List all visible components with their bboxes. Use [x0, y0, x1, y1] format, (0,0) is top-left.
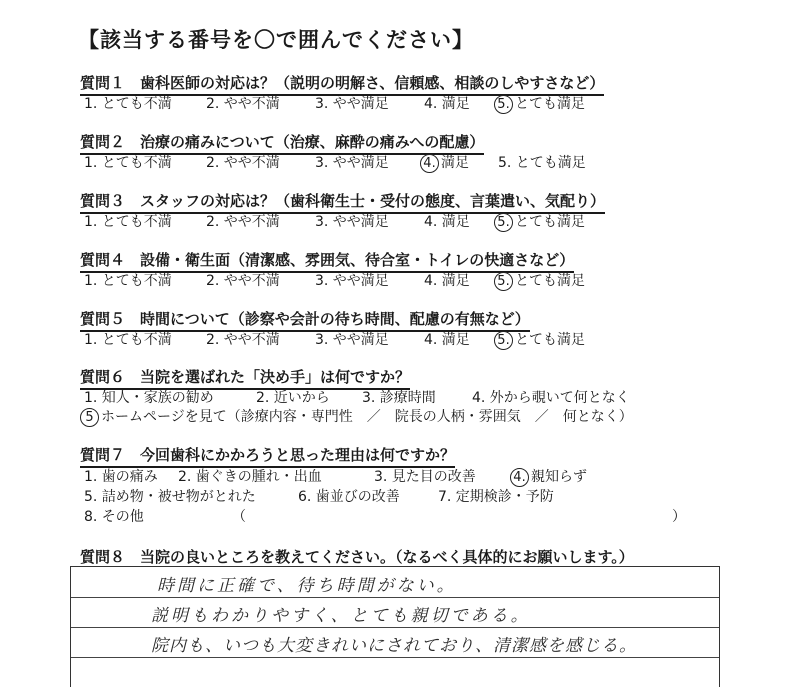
- circled-number: 4.: [510, 468, 529, 487]
- question-2-label: 質問２ 治療の痛みについて（治療、麻酔の痛みへの配慮）: [80, 131, 484, 155]
- option-3[interactable]: 3. やや満足: [315, 96, 389, 112]
- option-3[interactable]: 3. 診療時間: [362, 390, 436, 406]
- question-7-options-row2: [80, 486, 720, 506]
- question-7-options-row1: [80, 466, 720, 486]
- option-5-selected[interactable]: 5 ホームページを見て（診療内容・専門性 ／ 院長の人柄・雰囲気 ／ 何となく）: [80, 406, 633, 427]
- question-7-options-row3: [80, 506, 720, 526]
- option-6[interactable]: 6. 歯並びの改善: [298, 489, 400, 505]
- circled-number: 5.: [494, 272, 513, 291]
- option-1[interactable]: 1. とても不満: [84, 332, 172, 348]
- option-2[interactable]: 2. 近いから: [256, 390, 330, 406]
- question-1-options: [80, 93, 720, 113]
- option-3[interactable]: 3. やや満足: [315, 332, 389, 348]
- option-5-selected[interactable]: 5. とても満足: [494, 93, 585, 114]
- question-5-label: 質問５ 時間について（診察や会計の待ち時間、配慮の有無など）: [80, 308, 530, 332]
- option-4[interactable]: 4. 満足: [424, 96, 470, 112]
- question-8-label: 質問８ 当院の良いところを教えてください。（なるべく具体的にお願いします。）: [80, 548, 634, 566]
- writing-line: [71, 627, 719, 628]
- option-3[interactable]: 3. 見た目の改善: [374, 469, 476, 485]
- option-3[interactable]: 3. やや満足: [315, 273, 389, 289]
- option-4[interactable]: 4. 満足: [424, 273, 470, 289]
- question-6-options-row2: [80, 406, 720, 426]
- question-1-label: 質問１ 歯科医師の対応は？（説明の明解さ、信頼感、相談のしやすさなど）: [80, 72, 604, 96]
- option-1[interactable]: 1. とても不満: [84, 96, 172, 112]
- handwritten-answer-2: 説明もわかりやすく、とても親切である。: [151, 606, 531, 626]
- question-2-options: [80, 152, 720, 172]
- question-7-label: 質問７ 今回歯科にかかろうと思った理由は何ですか？: [80, 444, 455, 468]
- option-1[interactable]: 1. とても不満: [84, 155, 172, 171]
- question-3-label: 質問３ スタッフの対応は？（歯科衛生士・受付の態度、言葉遣い、気配り）: [80, 190, 605, 214]
- option-1[interactable]: 1. 歯の痛み: [84, 469, 158, 485]
- circled-number: 5: [80, 408, 99, 427]
- option-4-selected[interactable]: 4. 満足: [420, 152, 469, 173]
- writing-line: [71, 657, 719, 658]
- option-2[interactable]: 2. やや不満: [206, 155, 280, 171]
- other-paren-close: ）: [672, 509, 686, 525]
- option-2[interactable]: 2. やや不満: [206, 273, 280, 289]
- option-7[interactable]: 7. 定期検診・予防: [438, 489, 554, 505]
- circled-number: 5.: [494, 213, 513, 232]
- handwritten-answer-1: 時間に正確で、待ち時間がない。: [157, 576, 457, 596]
- option-1[interactable]: 1. とても不満: [84, 214, 172, 230]
- question-4-label: 質問４ 設備・衛生面（清潔感、雰囲気、待合室・トイレの快適さなど）: [80, 249, 574, 273]
- option-5-selected[interactable]: 5. とても満足: [494, 211, 585, 232]
- handwritten-answer-3: 院内も、いつも大変きれいにされており、清潔感を感じる。: [151, 636, 637, 656]
- option-3[interactable]: 3. やや満足: [315, 214, 389, 230]
- option-2[interactable]: 2. やや不満: [206, 214, 280, 230]
- question-3-options: [80, 211, 720, 231]
- circled-number: 5.: [494, 95, 513, 114]
- option-2[interactable]: 2. やや不満: [206, 96, 280, 112]
- option-5-selected[interactable]: 5. とても満足: [494, 329, 585, 350]
- circled-number: 4.: [420, 154, 439, 173]
- option-1[interactable]: 1. 知人・家族の勧め: [84, 390, 214, 406]
- question-6-options-row1: [80, 387, 720, 407]
- question-5-options: [80, 329, 720, 349]
- option-5[interactable]: 5. 詰め物・被せ物がとれた: [84, 489, 256, 505]
- option-2[interactable]: 2. やや不満: [206, 332, 280, 348]
- writing-line: [71, 597, 719, 598]
- option-5-selected[interactable]: 5. とても満足: [494, 270, 585, 291]
- other-paren-open: （: [232, 509, 246, 525]
- question-4-options: [80, 270, 720, 290]
- option-3[interactable]: 3. やや満足: [315, 155, 389, 171]
- option-8-other[interactable]: 8. その他: [84, 509, 144, 525]
- page-title: 【該当する番号を〇で囲んでください】: [78, 28, 474, 52]
- question-6-label: 質問６ 当院を選ばれた「決め手」は何ですか？: [80, 366, 410, 390]
- option-2[interactable]: 2. 歯ぐきの腫れ・出血: [178, 469, 322, 485]
- option-4[interactable]: 4. 外から覗いて何となく: [472, 390, 630, 406]
- option-1[interactable]: 1. とても不満: [84, 273, 172, 289]
- option-4[interactable]: 4. 満足: [424, 332, 470, 348]
- circled-number: 5.: [494, 331, 513, 350]
- answer-writing-box[interactable]: [70, 566, 720, 687]
- option-4-selected[interactable]: 4. 親知らず: [510, 466, 587, 487]
- option-4[interactable]: 4. 満足: [424, 214, 470, 230]
- option-5[interactable]: 5. とても満足: [498, 155, 586, 171]
